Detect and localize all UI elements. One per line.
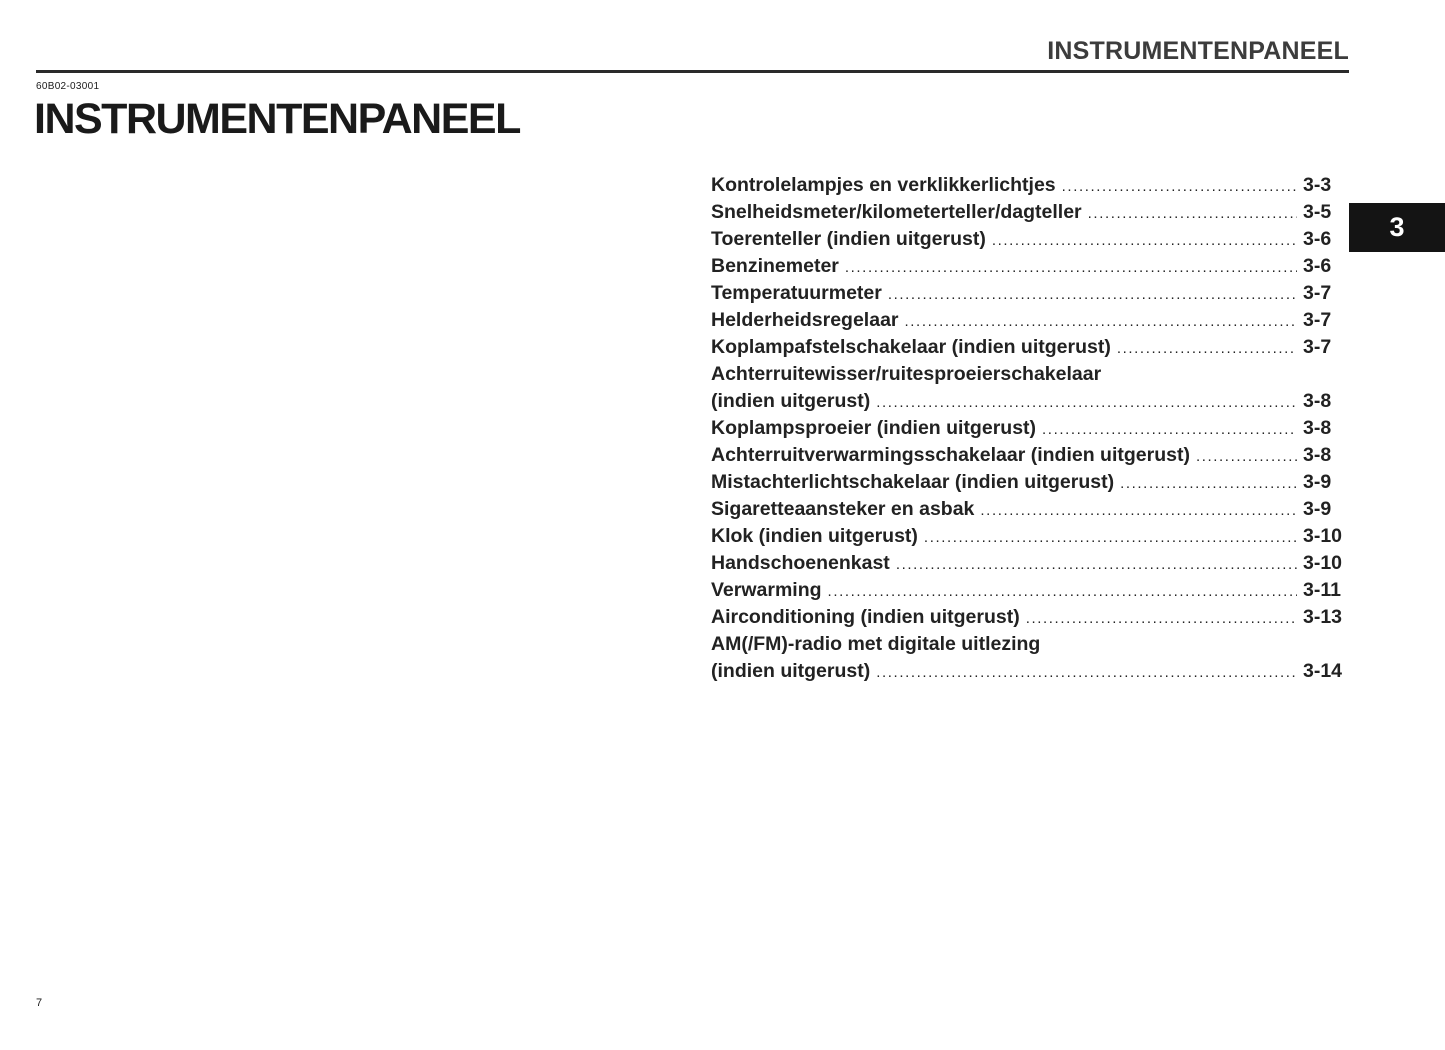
toc-entry-page: 3-7 — [1303, 309, 1332, 331]
toc-entry-label: Achterruitverwarmingsschakelaar (indien uitgerust) — [711, 444, 1190, 466]
toc-entry[interactable] — [711, 469, 1349, 496]
toc-entry-page: 3-11 — [1303, 579, 1341, 601]
table-of-contents — [711, 172, 1349, 685]
toc-entry[interactable] — [711, 334, 1349, 361]
toc-entry-page: 3-8 — [1303, 417, 1332, 439]
toc-entry[interactable] — [711, 550, 1349, 577]
toc-entry[interactable] — [711, 307, 1349, 334]
toc-entry[interactable] — [711, 253, 1349, 280]
toc-entry-label: Toerenteller (indien uitgerust) — [711, 228, 986, 250]
chapter-tab[interactable]: 3 — [1349, 203, 1445, 252]
toc-leader-dots — [1117, 335, 1297, 362]
toc-entry-label: Airconditioning (indien uitgerust) — [711, 606, 1020, 628]
toc-leader-dots — [905, 308, 1297, 335]
header-rule — [36, 70, 1349, 73]
toc-entry[interactable] — [711, 442, 1349, 469]
toc-entry-label: Achterruitewisser/ruitesproeierschakelaar — [711, 363, 1102, 385]
toc-entry-page: 3-6 — [1303, 228, 1332, 250]
page-title: INSTRUMENTENPANEEL — [34, 95, 520, 143]
toc-entry-page: 3-6 — [1303, 255, 1332, 277]
toc-leader-dots — [828, 578, 1297, 605]
toc-entry-label: Koplampsproeier (indien uitgerust) — [711, 417, 1037, 439]
toc-entry[interactable] — [711, 280, 1349, 307]
page-number: 7 — [36, 997, 43, 1009]
toc-leader-dots — [1196, 443, 1297, 470]
toc-entry[interactable] — [711, 388, 1349, 415]
toc-entry[interactable] — [711, 415, 1349, 442]
toc-leader-dots — [1026, 605, 1297, 632]
toc-entry[interactable] — [711, 199, 1349, 226]
toc-entry-page: 3-7 — [1303, 282, 1332, 304]
toc-entry-page: 3-7 — [1303, 336, 1332, 358]
toc-entry[interactable] — [711, 523, 1349, 550]
toc-entry-label: (indien uitgerust) — [711, 390, 871, 412]
toc-entry-label: Kontrolelampjes en verklikkerlichtjes — [711, 174, 1056, 196]
toc-entry-page: 3-10 — [1303, 525, 1343, 547]
toc-leader-dots — [845, 254, 1297, 281]
toc-entry[interactable] — [711, 226, 1349, 253]
toc-entry-page: 3-10 — [1303, 552, 1343, 574]
toc-entry[interactable] — [711, 496, 1349, 523]
toc-entry-label: (indien uitgerust) — [711, 660, 871, 682]
toc-entry[interactable] — [711, 361, 1349, 388]
toc-entry-page: 3-5 — [1303, 201, 1332, 223]
toc-leader-dots — [1120, 470, 1297, 497]
toc-entry-label: Handschoenenkast — [711, 552, 890, 574]
toc-entry-label: AM(/FM)-radio met digitale uitlezing — [711, 633, 1041, 655]
toc-entry-page: 3-13 — [1303, 606, 1343, 628]
toc-entry-page: 3-3 — [1303, 174, 1332, 196]
toc-entry-label: Benzinemeter — [711, 255, 839, 277]
toc-entry-page: 3-8 — [1303, 444, 1332, 466]
toc-entry[interactable] — [711, 631, 1349, 658]
toc-entry-page: 3-9 — [1303, 498, 1332, 520]
toc-entry-label: Snelheidsmeter/kilometerteller/dagteller — [711, 201, 1082, 223]
toc-entry[interactable] — [711, 604, 1349, 631]
toc-entry-label: Sigaretteaansteker en asbak — [711, 498, 975, 520]
toc-entry[interactable] — [711, 658, 1349, 685]
toc-leader-dots — [1088, 200, 1297, 227]
toc-leader-dots — [980, 497, 1297, 524]
toc-entry-label: Temperatuurmeter — [711, 282, 882, 304]
toc-entry-page: 3-9 — [1303, 471, 1332, 493]
toc-leader-dots — [1062, 173, 1297, 200]
toc-entry-label: Koplampafstelschakelaar (indien uitgerust) — [711, 336, 1111, 358]
toc-entry-label: Klok (indien uitgerust) — [711, 525, 918, 547]
toc-leader-dots — [888, 281, 1297, 308]
toc-leader-dots — [876, 659, 1297, 686]
toc-leader-dots — [896, 551, 1297, 578]
toc-entry-page: 3-14 — [1303, 660, 1343, 682]
toc-entry-label: Helderheidsregelaar — [711, 309, 899, 331]
toc-entry-label: Verwarming — [711, 579, 822, 601]
toc-leader-dots — [924, 524, 1297, 551]
toc-entry[interactable] — [711, 172, 1349, 199]
toc-entry-label: Mistachterlichtschakelaar (indien uitgerust) — [711, 471, 1115, 493]
toc-leader-dots — [992, 227, 1297, 254]
doc-code: 60B02-03001 — [36, 81, 100, 92]
toc-leader-dots — [876, 389, 1297, 416]
running-header: INSTRUMENTENPANEEL — [1047, 37, 1349, 65]
toc-leader-dots — [1042, 416, 1297, 443]
toc-entry[interactable] — [711, 577, 1349, 604]
toc-entry-page: 3-8 — [1303, 390, 1332, 412]
